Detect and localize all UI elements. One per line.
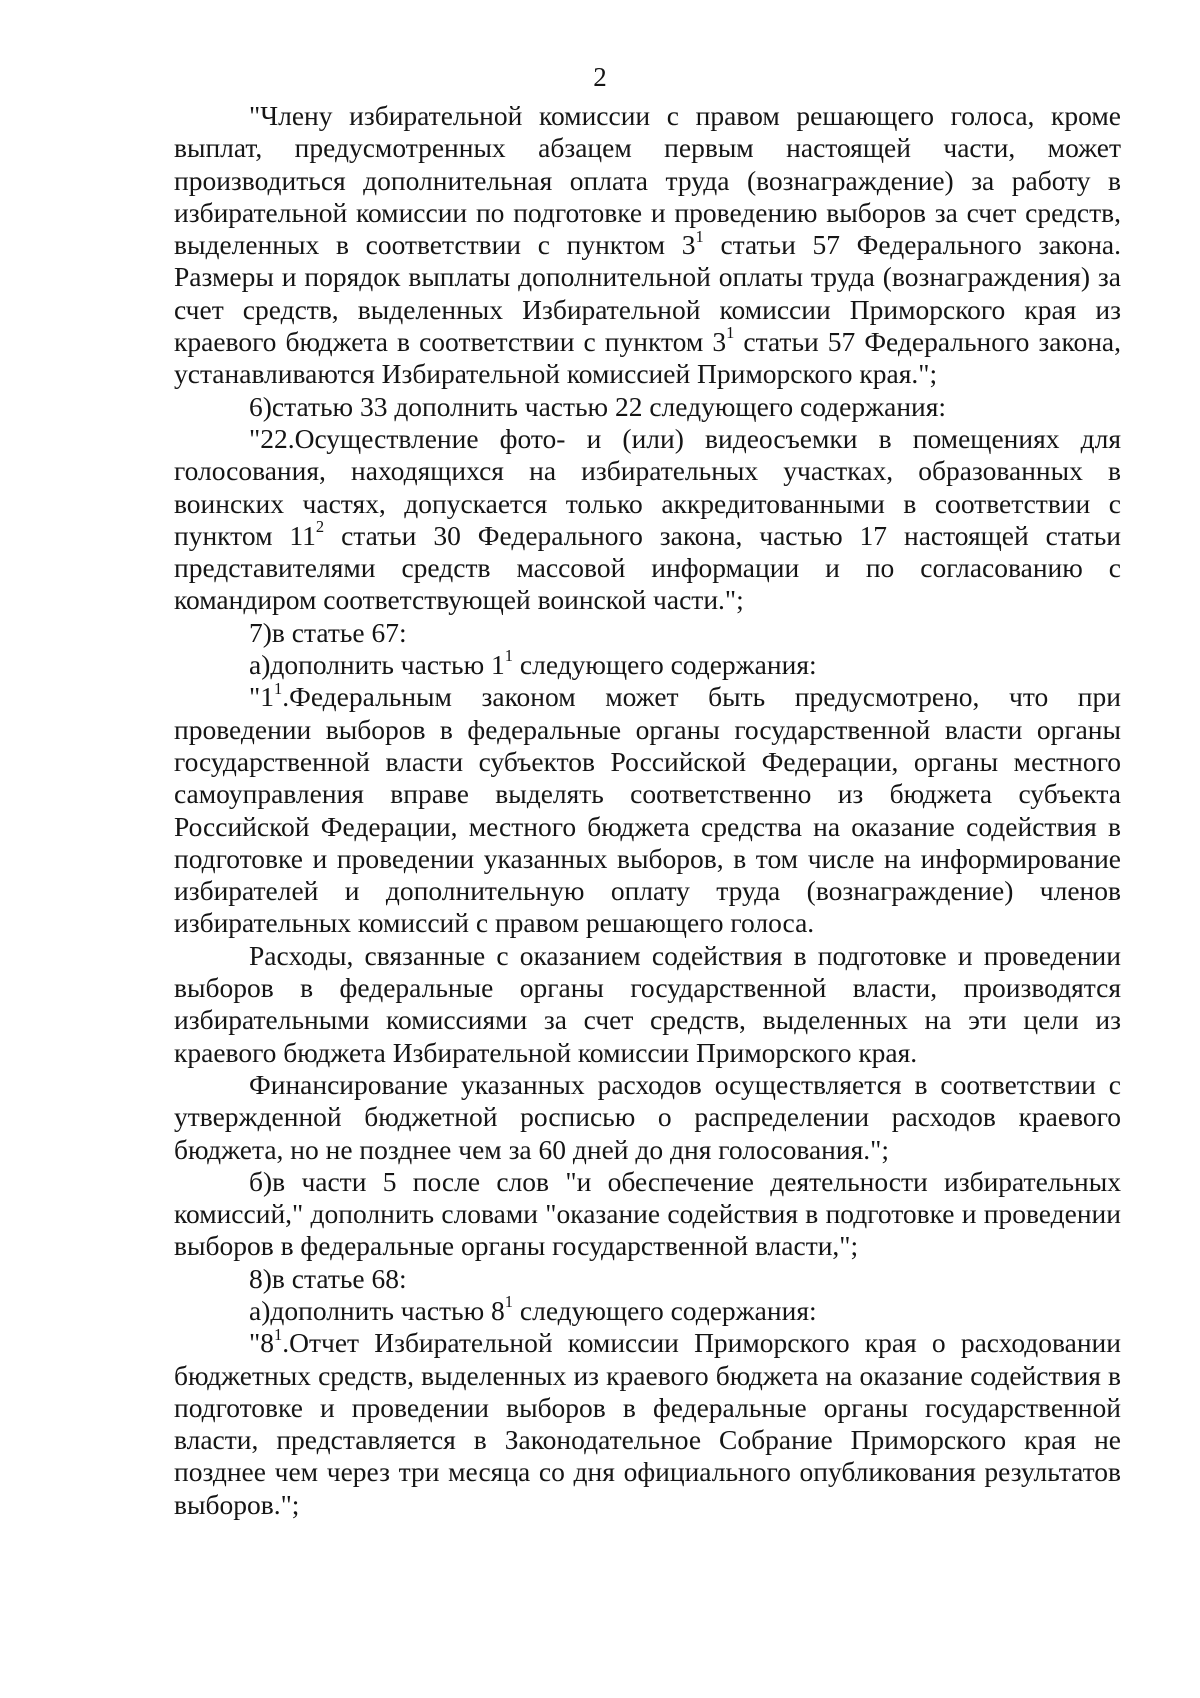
paragraph — [174, 617, 1121, 649]
paragraph — [174, 100, 1121, 391]
paragraph-text: б)в части 5 после слов "и обеспечение деятельности избирательных комиссий," дополнить словами "оказание содействия в подготовке и проведении выборов в федеральные органы государственной власти,"; — [174, 1165, 1121, 1262]
paragraph — [174, 646, 1121, 681]
paragraph-text: "8 — [249, 1327, 274, 1359]
paragraph-text: следующего содержания: — [513, 649, 817, 681]
paragraph — [174, 1069, 1121, 1166]
paragraph-text: Финансирование указанных расходов осуществляется в соответствии с утвержденной бюджетной росписью о распределении расходов краевого бюджета, но не позднее чем за 60 дней до дня голосования."; — [174, 1068, 1121, 1165]
paragraph-text: .Отчет Избирательной комиссии Приморского края о расходовании бюджетных средств, выделенных из краевого бюджета на оказание содействия в подготовке и проведении выборов в федеральные органы государственной власти, представляется в Законодательное Собрание Приморского края не позднее чем через три месяца со дня официального опубликования результатов выборов."; — [174, 1327, 1121, 1520]
paragraph-text: статьи 57 Федерального закона. Размеры и порядок выплаты дополнительной оплаты труда (вознаграждения) за счет средств, выделенных Избирательной комиссии Приморского края из краевого бюджета в соответствии с пунктом 3 — [174, 229, 1121, 358]
paragraph-text: следующего содержания: — [513, 1294, 817, 1326]
page-number: 2 — [593, 62, 607, 92]
paragraph — [174, 1292, 1121, 1327]
paragraph-text: 6)статью 33 дополнить частью 22 следующего содержания: — [249, 390, 947, 422]
paragraph-text: статьи 30 Федерального закона, частью 17 настоящей статьи представителями средств массовой информации и по согласованию с командиром соответствующей воинской части."; — [174, 519, 1121, 616]
paragraph-text: "22.Осуществление фото- и (или) видеосъемки в помещениях для голосования, находящихся на избирательных участках, образованных в воинских частях, допускается только аккредитованными в соответствии с пунктом 11 — [174, 422, 1121, 551]
paragraph-text: Расходы, связанные с оказанием содействия в подготовке и проведении выборов в федеральные органы государственной власти, производятся избирательными комиссиями за счет средств, выделенных на эти цели из краевого бюджета Избирательной комиссии Приморского края. — [174, 939, 1121, 1068]
paragraph — [174, 423, 1121, 617]
paragraph — [174, 1263, 1121, 1295]
paragraph — [174, 1324, 1121, 1521]
paragraph — [174, 1166, 1121, 1263]
superscript-index: 2 — [315, 517, 325, 537]
paragraph-text: .Федеральным законом может быть предусмотрено, что при проведении выборов в федеральные органы государственной власти органы государственной власти субъектов Российской Федерации, органы местного самоуправления вправе выделять соответственно из бюджета субъекта Российской Федерации, местного бюджета средства на оказание содействия в подготовке и проведении указанных выборов, в том числе на информирование избирателей и дополнительную оплату труда (вознаграждение) членов избирательных комиссий с правом решающего голоса. — [174, 681, 1121, 939]
paragraph — [174, 678, 1121, 939]
paragraph-text: "Члену избирательной комиссии с правом решающего голоса, кроме выплат, предусмотренных абзацем первым настоящей части, может производиться дополнительная оплата труда (вознаграждение) за работу в избирательной комиссии по подготовке и проведению выборов за счет средств, выделенных в соответствии с пунктом 3 — [174, 100, 1121, 261]
paragraph-text: 7)в статье 67: — [249, 616, 407, 648]
paragraph — [174, 391, 1121, 423]
superscript-index: 1 — [273, 678, 283, 698]
superscript-index: 1 — [695, 226, 704, 246]
superscript-index: 1 — [726, 323, 735, 343]
superscript-index: 1 — [273, 1324, 283, 1344]
superscript-index: 1 — [504, 646, 514, 666]
paragraph — [174, 940, 1121, 1069]
paragraph-text: "1 — [249, 681, 274, 713]
superscript-index: 1 — [504, 1292, 514, 1312]
paragraph-text: 8)в статье 68: — [249, 1262, 407, 1294]
document-body — [174, 100, 1121, 1521]
paragraph-text: статьи 57 Федерального закона, устанавливаются Избирательной комиссией Приморского края."; — [174, 326, 1121, 390]
paragraph-text: а)дополнить частью 1 — [249, 649, 505, 681]
paragraph-text: а)дополнить частью 8 — [249, 1294, 505, 1326]
